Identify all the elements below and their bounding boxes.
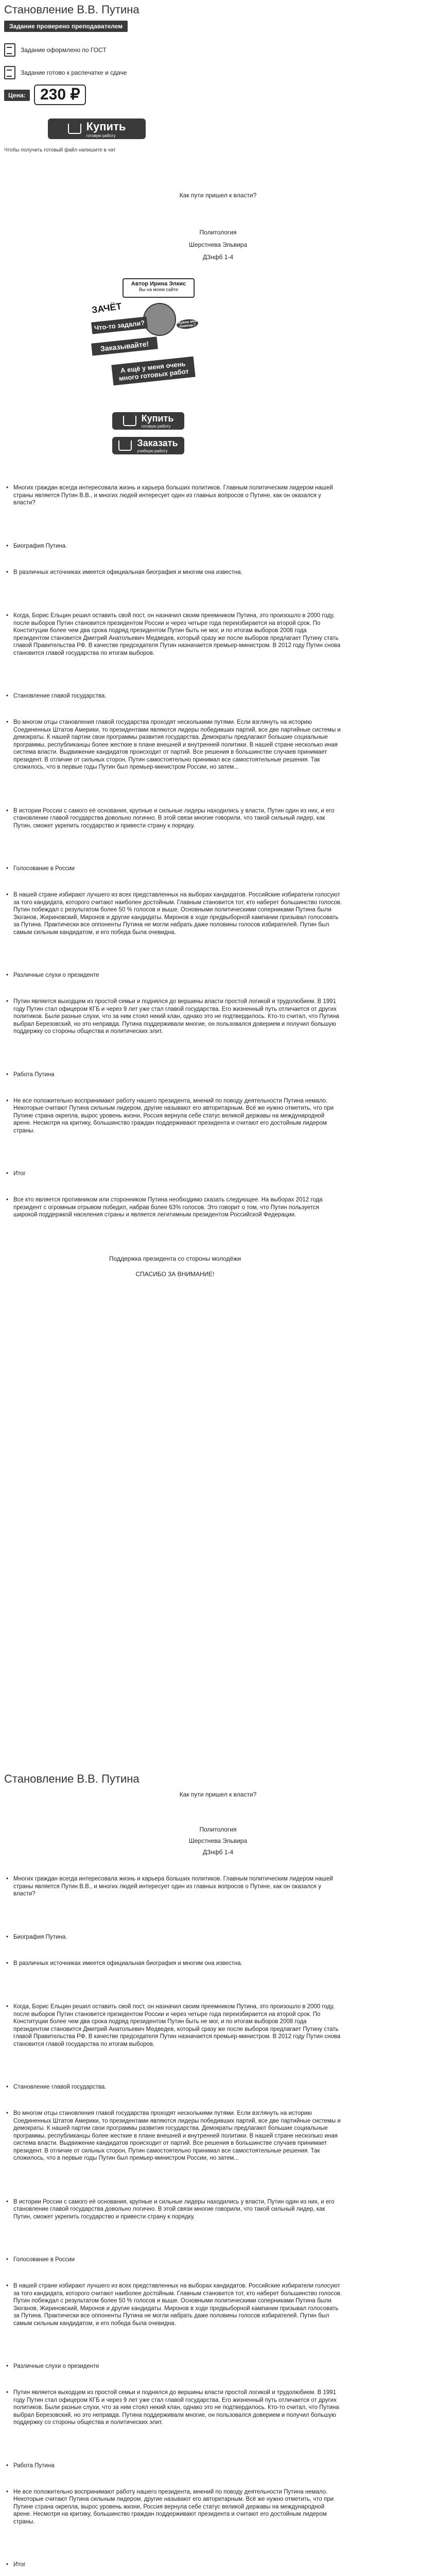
bubble-help: Нужна моя помощь? xyxy=(176,318,199,330)
group-line-2: ДЗнфб 1-4 xyxy=(202,1849,234,1856)
body-paragraph: • Во многом отцы становления главой государства проходят несколькими путями. Если взглянуть на историю Соединенных Штатов Америки, то президентами являются лидеры победивших партий, все две партийные системы и демократы. К нашей партии свои программы развития государства. Демократы предлагают большие социальные программы, республиканцы более жесткие в плане внешней и внутренней политики. В нашей стране несколько иная система власти. Выдвижение кандидатов происходит от партий. Все решения в большинстве случаев принимает президент. В отличие от сильных сторон, Путин самостоятельно принимал все самостоятельные решения. Так сложилось, что в первые годы Путин был премьер-министром России, но затем... xyxy=(13,719,343,771)
body-paragraph: • В истории России с самого её основания, крупные и сильные лидеры находились у власти, Путин один из них, и его становление главой государства довольно логично. В этой связи многие говорили, что такой сильный лидер, как Путин, сможет укрепить государство и привести страну к порядку. xyxy=(13,2198,343,2221)
section-heading: • Голосование в России xyxy=(13,2257,75,2263)
section-heading: • Работа Путина xyxy=(13,2463,55,2469)
author-tag-name: Автор Ирина Элкис xyxy=(131,281,186,287)
subject-line-2: Политология xyxy=(199,1826,237,1833)
section-heading: • Различные слухи о президенте xyxy=(13,2363,99,2369)
author-ad-block xyxy=(92,278,195,422)
ad-order-label: Заказать xyxy=(137,438,178,448)
bubble-what-assigned: Что-то задали? xyxy=(91,316,148,334)
bubble-order: Заказывайте! xyxy=(91,336,158,355)
section-heading: • Голосование в России xyxy=(13,866,75,872)
body-paragraph: • Путин является выходцем из простой семьи и поднялся до вершины власти простой логикой и трудолюбием. В 1991 году Путин стал офицером КГБ и через 9 лет уже стал главой государства. Его жизненный путь отличается от других политиков. Были разные слухи, что за ним стоял некий клан, однако это не подтвердилось. Кто-то считал, что Путина выбрал Березовский, но это неправда. Путина поддерживали многие, он пользовался доверием и получил большую поддержку со стороны общества и политических элит. xyxy=(13,2389,343,2427)
price-label: Цена: xyxy=(4,90,30,101)
ad-buy-button[interactable] xyxy=(112,412,184,430)
section-heading: • Биография Путина. xyxy=(13,1934,67,1940)
body-paragraph: • В различных источниках имеется официальная биография и многим она известна. xyxy=(13,1960,343,1968)
section-heading: • Работа Путина xyxy=(13,1072,55,1078)
body-paragraph: • Все кто является противником или сторонником Путина необходимо сказать следующее. На выборах 2012 года президент с огромным отрывом победил, набрав более 63% голосов. Это говорит о том, что Путин пользуется широкой поддержкой населения страны и является легитимным президентом Российской Федерации. xyxy=(13,1196,343,1219)
body-paragraph: • Во многом отцы становления главой государства проходят несколькими путями. Если взглянуть на историю Соединенных Штатов Америки, то президентами являются лидеры победивших партий, все две партийные системы и демократы. К нашей партии свои программы развития государства. Демократы предлагают большие социальные программы, республиканцы более жесткие в плане внешней и внутренней политики. В нашей стране несколько иная система власти. Выдвижение кандидатов происходит от партий. Все решения в большинстве случаев принимает президент. В отличие от сильных сторон, Путин самостоятельно принимал все самостоятельные решения. Так сложилось, что в первые годы Путин был премьер-министром России, но затем... xyxy=(13,2110,343,2162)
body-paragraph: • В нашей стране избирают лучшего из всех представленных на выборах кандидатов. Российские избиратели голосуют за того кандидата, которого считают наиболее достойным. Главным становится тот, кто наберет большинство голосов. Путин побеждал с результатом более 50 % голосов и выше. Основными политическими соперниками Путина были Зюганов, Жириновский, Миронов и другие кандидаты. Миронов в ходе предвыборной кампании призывал голосовать за Путина. Практически все оппоненты Путина не могли набрать даже половины голосов избирателей. Путин был самым сильным кандидатом, и его победа была очевидна. xyxy=(13,2282,343,2327)
section-heading: • Различные слухи о президенте xyxy=(13,972,99,978)
body-paragraph: • В истории России с самого её основания, крупные и сильные лидеры находились у власти, Путин один из них, и его становление главой государства довольно логично. В этой связи многие говорили, что такой сильный лидер, как Путин, сможет укрепить государство и привести страну к порядку. xyxy=(13,807,343,830)
ad-buy-sub: готовую работу xyxy=(141,424,171,429)
section-heading: • Становление главой государства. xyxy=(13,693,107,699)
cart-icon xyxy=(68,124,81,134)
closing-line: Поддержка президента со стороны молодёжи xyxy=(109,1255,241,1262)
printer-icon xyxy=(4,66,15,79)
body-paragraph: • Многих граждан всегда интересовала жизнь и карьера больших политиков. Главным политическим лидером нашей страны является Путин В.В., и многих людей интересует один из главных вопросов о Путине, как он оказался у власти? xyxy=(13,1875,343,1898)
group-line: ДЗнфб 1-4 xyxy=(202,253,234,261)
closing-line: СПАСИБО ЗА ВНИМАНИЕ! xyxy=(135,1270,215,1278)
gost-check-row xyxy=(4,42,107,58)
promo-block-top xyxy=(4,21,159,160)
body-paragraph: • В различных источниках имеется официальная биография и многим она известна. xyxy=(13,569,343,577)
buy-button-label: Купить xyxy=(86,120,126,133)
section-heading: • Итог xyxy=(13,1171,26,1177)
document-icon xyxy=(4,43,15,57)
body-paragraph: • Когда, Борис Ельцин решил оставить свой пост, он назначил своим преемником Путина, это произошло в 2000 году, после выборов Путин становится президентом России и через четыре года переизбирается на второй срок. По Конституции более чем два срока подряд президентом Путин быть не мог, и по итогам выборов 2008 года президентом становится Дмитрий Анатольевич Медведев, который сразу же после выборов предлагает Путину стать главой Правительства РФ. В качестве председателя Путин назначается премьер-министром. В 2012 году Путин снова становится главой государства по итогам выборов. xyxy=(13,2003,343,2048)
ad-order-sub: учебную работу xyxy=(137,449,168,453)
body-paragraph: • Многих граждан всегда интересовала жизнь и карьера больших политиков. Главным политическим лидером нашей страны является Путин В.В., и многих людей интересует один из главных вопросов о Путине, как он оказался у власти? xyxy=(13,484,343,507)
buy-button[interactable] xyxy=(48,118,146,139)
chat-note: Чтобы получить готовый файл напишите в чат xyxy=(4,147,116,153)
body-paragraph: • Путин является выходцем из простой семьи и поднялся до вершины власти простой логикой и трудолюбием. В 1991 году Путин стал офицером КГБ и через 9 лет уже стал главой государства. Его жизненный путь отличается от других политиков. Были разные слухи, что за ним стоял некий клан, однако это не подтвердилось. Кто-то считал, что Путина выбрал Березовский, но это неправда. Путина поддерживали многие, он пользовался доверием и получил большую поддержку со стороны общества и политических элит. xyxy=(13,998,343,1036)
ad-order-button[interactable] xyxy=(112,437,184,454)
cart-icon xyxy=(118,440,132,451)
author-photo xyxy=(143,303,176,336)
author-tag-sub: Вы на моем сайте xyxy=(139,287,178,292)
cart-icon xyxy=(123,416,136,426)
buy-button-sub: готовую работу xyxy=(86,133,116,138)
section-heading: • Итог xyxy=(13,2562,26,2568)
body-paragraph: • В нашей стране избирают лучшего из всех представленных на выборах кандидатов. Российские избиратели голосуют за того кандидата, которого считают наиболее достойным. Главным становится тот, кто наберет большинство голосов. Путин побеждал с результатом более 50 % голосов и выше. Основными политическими соперниками Путина были Зюганов, Жириновский, Миронов и другие кандидаты. Миронов в ходе предвыборной кампании призывал голосовать за Путина. Практически все оппоненты Путина не могли набрать даже половины голосов избирателей. Путин был самым сильным кандидатом, и его победа была очевидна. xyxy=(13,891,343,936)
body-paragraph: • Не все положительно воспринимают работу нашего президента, мнений по поводу деятельности Путина немало. Некоторые считают Путина сильным лидером, другие называют его авторитарным. Всё же нужно отметить, что при Путине страна окрепла, вырос уровень жизни, Россия вернула себе статус великой державы на международной арене. Несмотря на критику, большинство граждан поддерживают президента и считают его достойным лидером страны. xyxy=(13,1097,343,1135)
section-heading: • Становление главой государства. xyxy=(13,2084,107,2090)
gost-check-label: Задание оформлено по ГОСТ xyxy=(21,46,107,54)
price-value: 230 ₽ xyxy=(34,84,86,105)
section-heading: • Биография Путина. xyxy=(13,543,67,549)
author-line: Шерстнева Эльвира xyxy=(188,241,248,248)
author-tag xyxy=(123,278,195,298)
print-check-row xyxy=(4,65,127,80)
zach-stamp: ЗАЧЁТ xyxy=(91,301,123,315)
bubble-ready-works: А ещё у меня очень много готовых работ xyxy=(111,357,195,386)
body-paragraph: • Когда, Борис Ельцин решил оставить свой пост, он назначил своим преемником Путина, это произошло в 2000 году, после выборов Путин становится президентом России и через четыре года переизбирается на второй срок. По Конституции более чем два срока подряд президентом Путин быть не мог, и по итогам выборов 2008 года президентом становится Дмитрий Анатольевич Медведев, который сразу же после выборов предлагает Путину стать главой Правительства РФ. В качестве председателя Путин назначается премьер-министром. В 2012 году Путин снова становится главой государства по итогам выборов. xyxy=(13,612,343,657)
subject-line: Политология xyxy=(199,229,237,236)
page-title: Становление В.В. Путина xyxy=(4,3,139,16)
print-check-label: Задание готово к распечатке и сдаче xyxy=(21,69,127,76)
ad-buy-label: Купить xyxy=(141,413,174,423)
question-line-2: Как пути пришел к власти? xyxy=(179,1791,257,1798)
question-line: Как пути пришел к власти? xyxy=(179,192,257,199)
verified-badge: Задание проверено преподавателем xyxy=(4,21,128,32)
body-paragraph: • Не все положительно воспринимают работу нашего президента, мнений по поводу деятельности Путина немало. Некоторые считают Путина сильным лидером, другие называют его авторитарным. Всё же нужно отметить, что при Путине страна окрепла, вырос уровень жизни, Россия вернула себе статус великой державы на международной арене. Несмотря на критику, большинство граждан поддерживают президента и считают его достойным лидером страны. xyxy=(13,2488,343,2526)
author-line-2: Шерстнева Эльвира xyxy=(188,1837,248,1844)
repeat-title: Становление В.В. Путина xyxy=(4,1772,139,1785)
